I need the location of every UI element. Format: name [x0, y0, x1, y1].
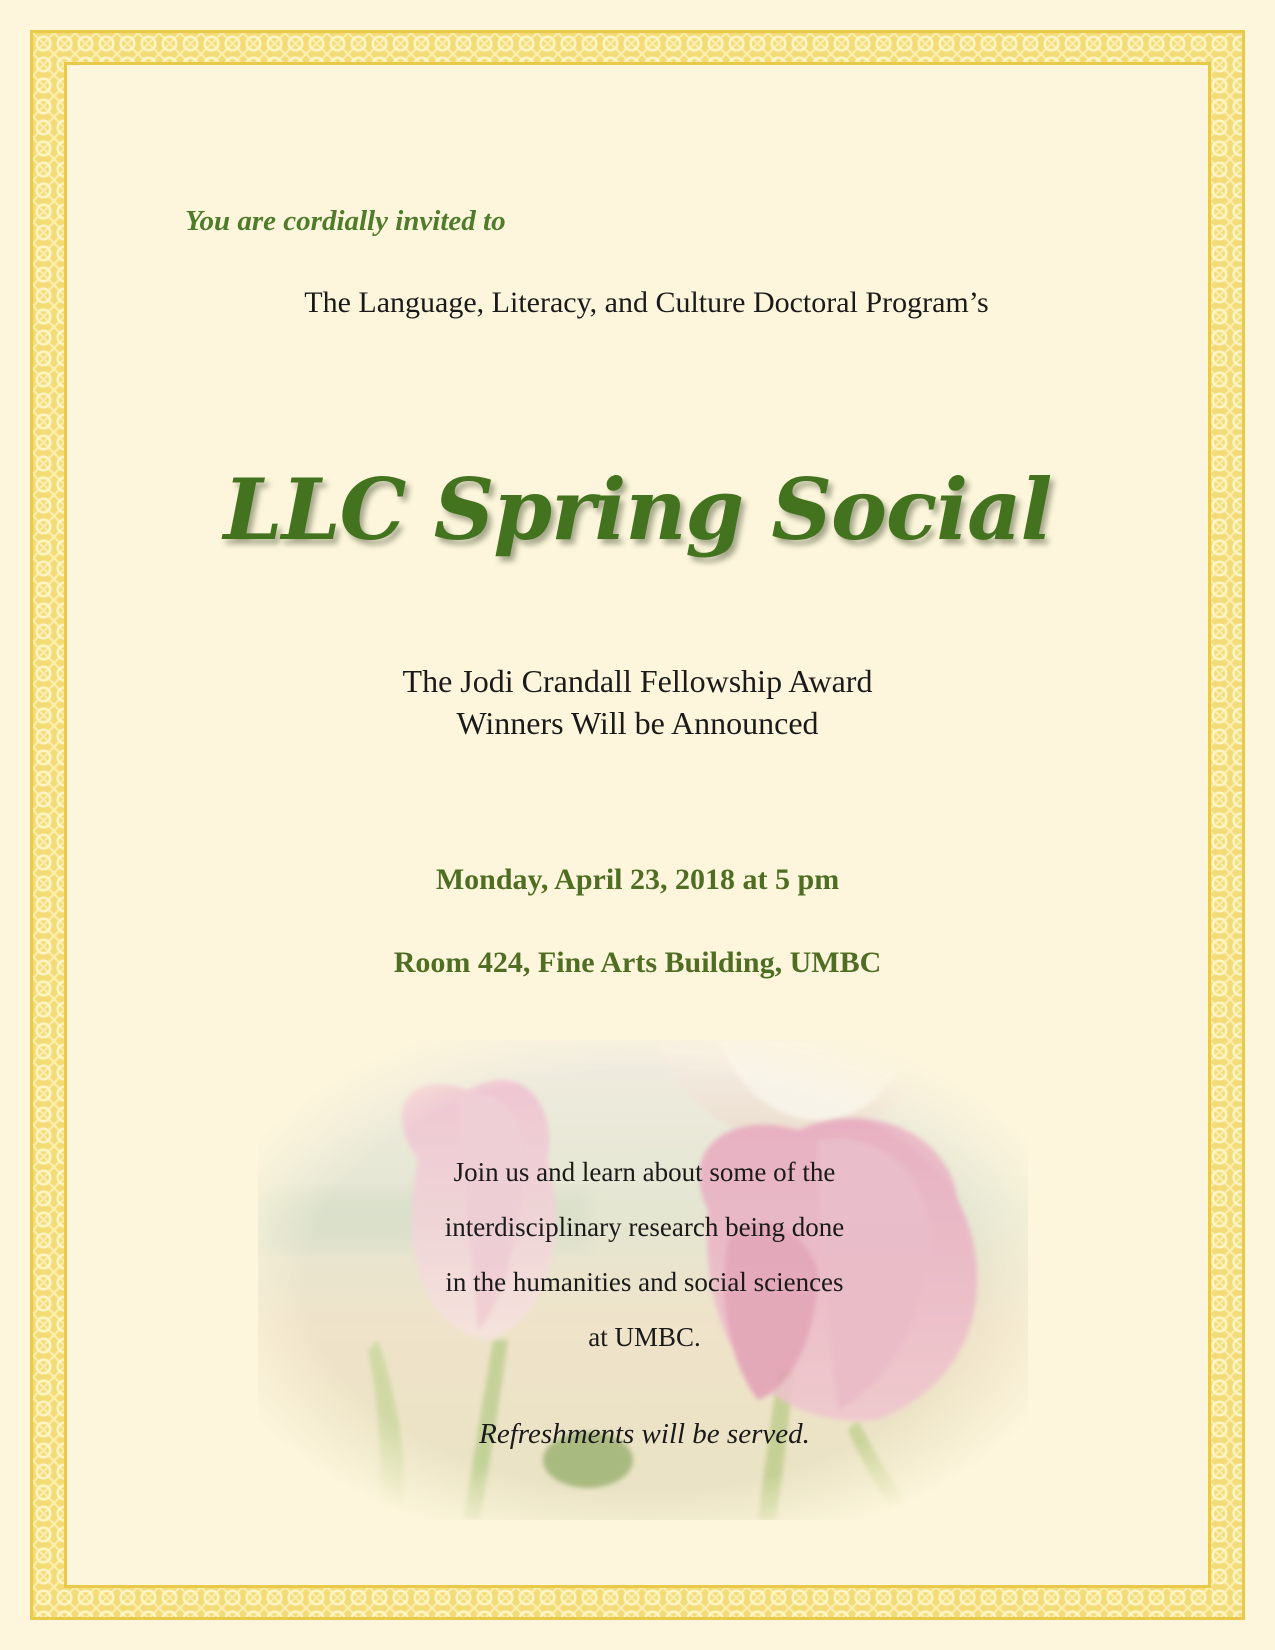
award-line-1: The Jodi Crandall Fellowship Award — [402, 663, 873, 699]
award-line-2: Winners Will be Announced — [456, 705, 819, 741]
program-name: The Language, Literacy, and Culture Doctoral Program’s — [304, 286, 989, 319]
award-announcement — [0, 660, 1275, 744]
description-line-3: in the humanities and social sciences — [445, 1267, 844, 1297]
event-description — [0, 1145, 1275, 1365]
invite-intro: You are cordially invited to — [185, 205, 506, 237]
event-date-time: Monday, April 23, 2018 at 5 pm — [435, 863, 840, 896]
description-line-4: at UMBC. — [588, 1322, 701, 1352]
event-location: Room 424, Fine Arts Building, UMBC — [393, 946, 882, 979]
description-line-1: Join us and learn about some of the — [453, 1157, 836, 1187]
refreshments-note: Refreshments will be served. — [479, 1418, 810, 1450]
description-line-2: interdisciplinary research being done — [444, 1212, 845, 1242]
event-title: LLC Spring Social — [223, 460, 1052, 559]
